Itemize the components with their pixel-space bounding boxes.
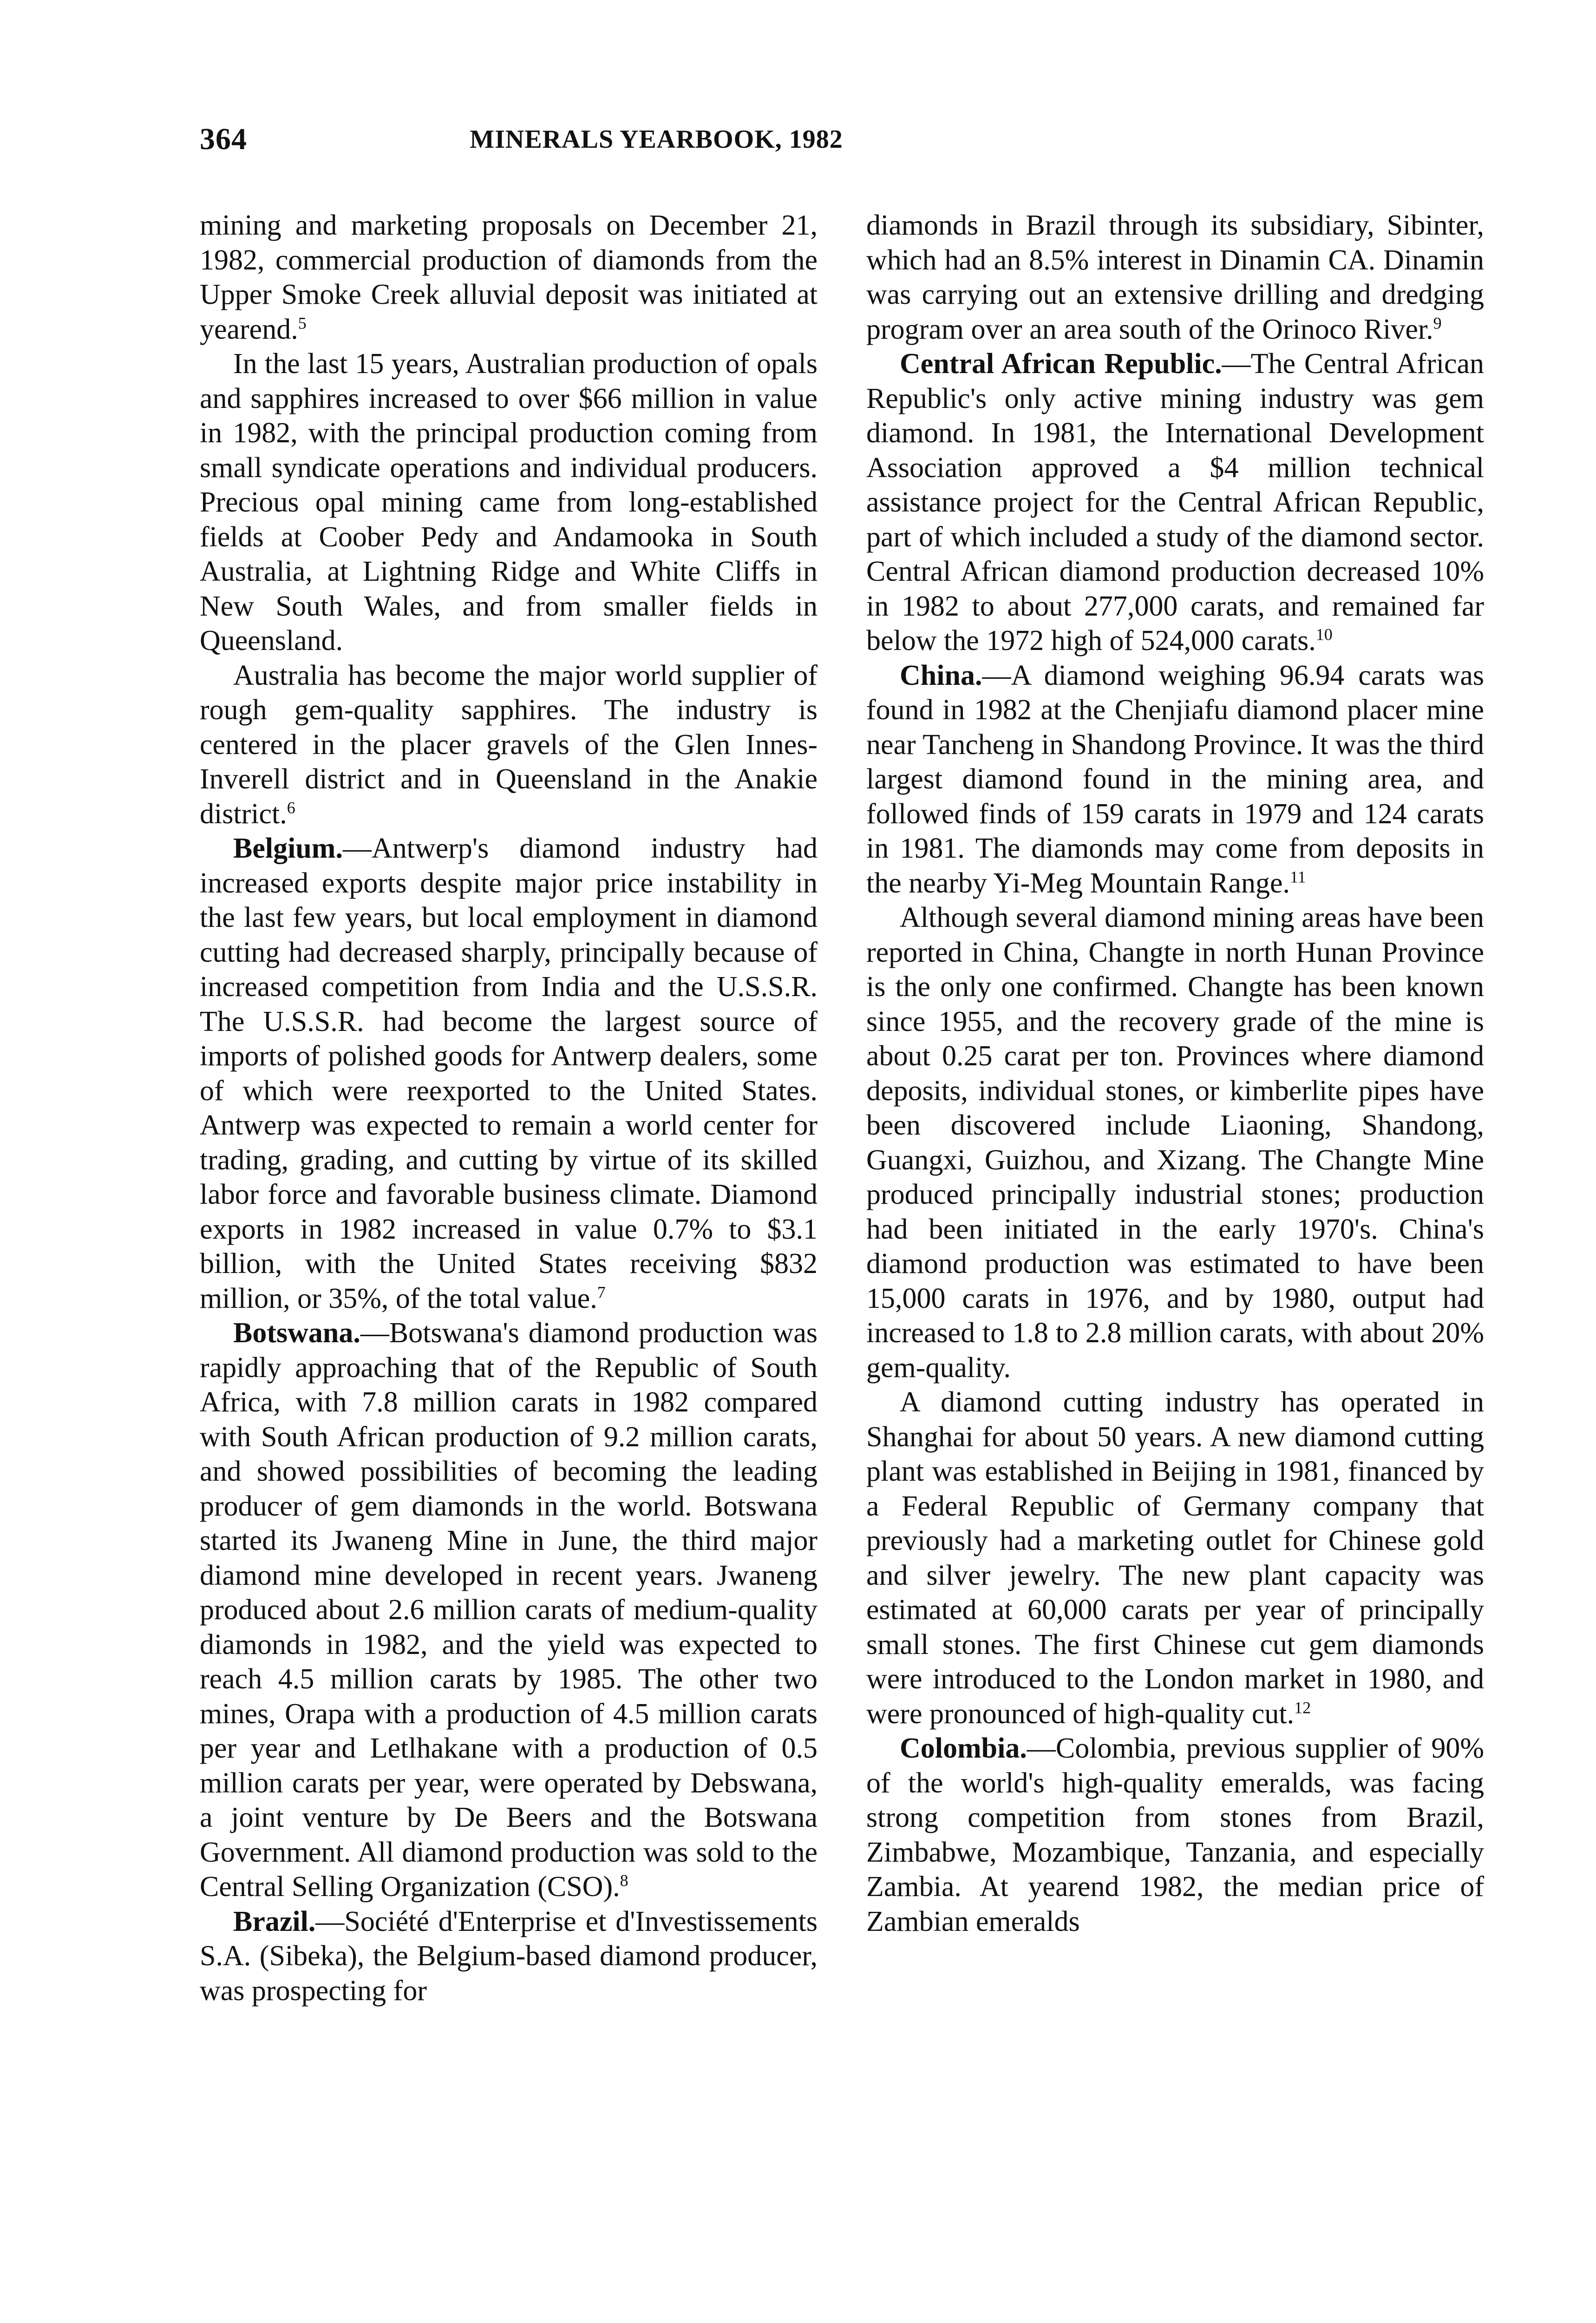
paragraph-text: —Botswana's diamond production was rapidly approaching that of the Republic of South Africa, with 7.8 million carats in 1982 compared with South African production of 9.2 million carats, and showed possibilities of becoming the leading producer of gem diamonds in the world. Botswana started its Jwaneng Mine in June, the third major diamond mine developed in recent years. Jwaneng produced about 2.6 million carats of medium-quality diamonds in 1982, and the yield was expected to reach 4.5 million carats by 1985. The other two mines, Orapa with a production of 4.5 million carats per year and Letlhakane with a production of 0.5 million carats per year, were operated by Debswana, a joint venture by De Beers and the Botswana Government. All diamond production was sold to the Central Selling Organization (CSO).	[200, 1317, 818, 1903]
footnote-ref: 5	[298, 313, 307, 332]
section-heading: Belgium.	[233, 833, 343, 864]
paragraph	[866, 208, 1484, 347]
section-heading: Brazil.	[233, 1905, 316, 1937]
footnote-ref: 10	[1315, 625, 1333, 644]
running-title: MINERALS YEARBOOK, 1982	[470, 125, 843, 154]
section-heading: China.	[900, 659, 982, 691]
paragraph	[866, 900, 1484, 1385]
paragraph-text: —Colombia, previous supplier of 90% of the world's high-quality emeralds, was facing strong competition from stones from Brazil, Zimbabwe, Mozambique, Tanzania, and especially Zambia. At yearend 1982, the median price of Zambian emeralds	[866, 1732, 1484, 1937]
left-column	[200, 208, 818, 2008]
paragraph	[866, 347, 1484, 658]
paragraph	[866, 658, 1484, 901]
paragraph-text: Although several diamond mining areas have been reported in China, Changte in north Hunan Province is the only one confirmed. Changte has been known since 1955, and the recovery grade of the mine is about 0.25 carat per ton. Provinces where diamond deposits, individual stones, or kimberlite pipes have been discovered include Liaoning, Shandong, Guangxi, Guizhou, and Xizang. The Changte Mine produced principally industrial stones; production had been initiated in the early 1970's. China's diamond production was estimated to have been 15,000 carats in 1976, and by 1980, output had increased to 1.8 to 2.8 million carats, with about 20% gem-quality.	[866, 902, 1484, 1384]
page-header	[200, 122, 1057, 159]
footnote-ref: 6	[287, 798, 295, 817]
paragraph	[200, 1904, 818, 2008]
paragraph-text: diamonds in Brazil through its subsidiary, Sibinter, which had an 8.5% interest in Dinamin CA. Dinamin was carrying out an extensive drilling and dredging program over an area south of the Orinoco River.	[866, 210, 1484, 345]
footnote-ref: 12	[1294, 1698, 1311, 1717]
paragraph	[200, 208, 818, 347]
paragraph-text: —Antwerp's diamond industry had increased exports despite major price instability in the last few years, but local employment in diamond cutting had decreased sharply, principally because of increased competition from India and the U.S.S.R. The U.S.S.R. had become the largest source of imports of polished goods for Antwerp dealers, some of which were reexported to the United States. Antwerp was expected to remain a world center for trading, grading, and cutting by virtue of its skilled labor force and favorable business climate. Diamond exports in 1982 increased in value 0.7% to $3.1 billion, with the United States receiving $832 million, or 35%, of the total value.	[200, 833, 818, 1314]
paragraph	[866, 1385, 1484, 1731]
paragraph	[200, 658, 818, 832]
paragraph	[200, 831, 818, 1316]
paragraph-text: A diamond cutting industry has operated in Shanghai for about 50 years. A new diamond cutting plant was established in Beijing in 1981, financed by a Federal Republic of Germany company that previously had a marketing outlet for Chinese gold and silver jewelry. The new plant capacity was estimated at 60,000 carats per year of principally small stones. The first Chinese cut gem diamonds were introduced to the London market in 1980, and were pronounced of high-quality cut.	[866, 1386, 1484, 1730]
paragraph-text: —Société d'Enterprise et d'Investissements S.A. (Sibeka), the Belgium-based diamond producer, was prospecting for	[200, 1905, 818, 2007]
footnote-ref: 8	[620, 1871, 628, 1890]
footnote-ref: 9	[1433, 313, 1442, 332]
paragraph	[200, 1316, 818, 1904]
footnote-ref: 7	[597, 1282, 606, 1301]
paragraph-text: Australia has become the major world supplier of rough gem-quality sapphires. The industry is centered in the placer gravels of the Glen Innes-Inverell district and in Queensland in the Anakie district.	[200, 659, 818, 830]
page-number: 364	[200, 122, 247, 156]
section-heading: Botswana.	[233, 1317, 360, 1349]
paragraph-text: —The Central African Republic's only active mining industry was gem diamond. In 1981, the International Development Association approved a $4 million technical assistance project for the Central African Republic, part of which included a study of the diamond sector. Central African diamond production decreased 10% in 1982 to about 277,000 carats, and remained far below the 1972 high of 524,000 carats.	[866, 348, 1484, 656]
paragraph-text: mining and marketing proposals on December 21, 1982, commercial production of diamonds from the Upper Smoke Creek alluvial deposit was initiated at yearend.	[200, 210, 818, 345]
right-column	[866, 208, 1484, 1939]
section-heading: Central African Republic.	[900, 348, 1222, 380]
paragraph	[200, 347, 818, 658]
footnote-ref: 11	[1290, 867, 1306, 886]
paragraph-text: In the last 15 years, Australian production of opals and sapphires increased to over $66 million in value in 1982, with the principal production coming from small syndicate operations and individual producers. Precious opal mining came from long-established fields at Coober Pedy and Andamooka in South Australia, at Lightning Ridge and White Cliffs in New South Wales, and from smaller fields in Queensland.	[200, 348, 818, 656]
paragraph	[866, 1731, 1484, 1939]
paragraph-text: —A diamond weighing 96.94 carats was found in 1982 at the Chenjiafu diamond placer mine near Tancheng in Shandong Province. It was the third largest diamond found in the mining area, and followed finds of 159 carats in 1979 and 124 carats in 1981. The diamonds may come from deposits in the nearby Yi-Meg Mountain Range.	[866, 659, 1484, 899]
section-heading: Colombia.	[900, 1732, 1027, 1764]
